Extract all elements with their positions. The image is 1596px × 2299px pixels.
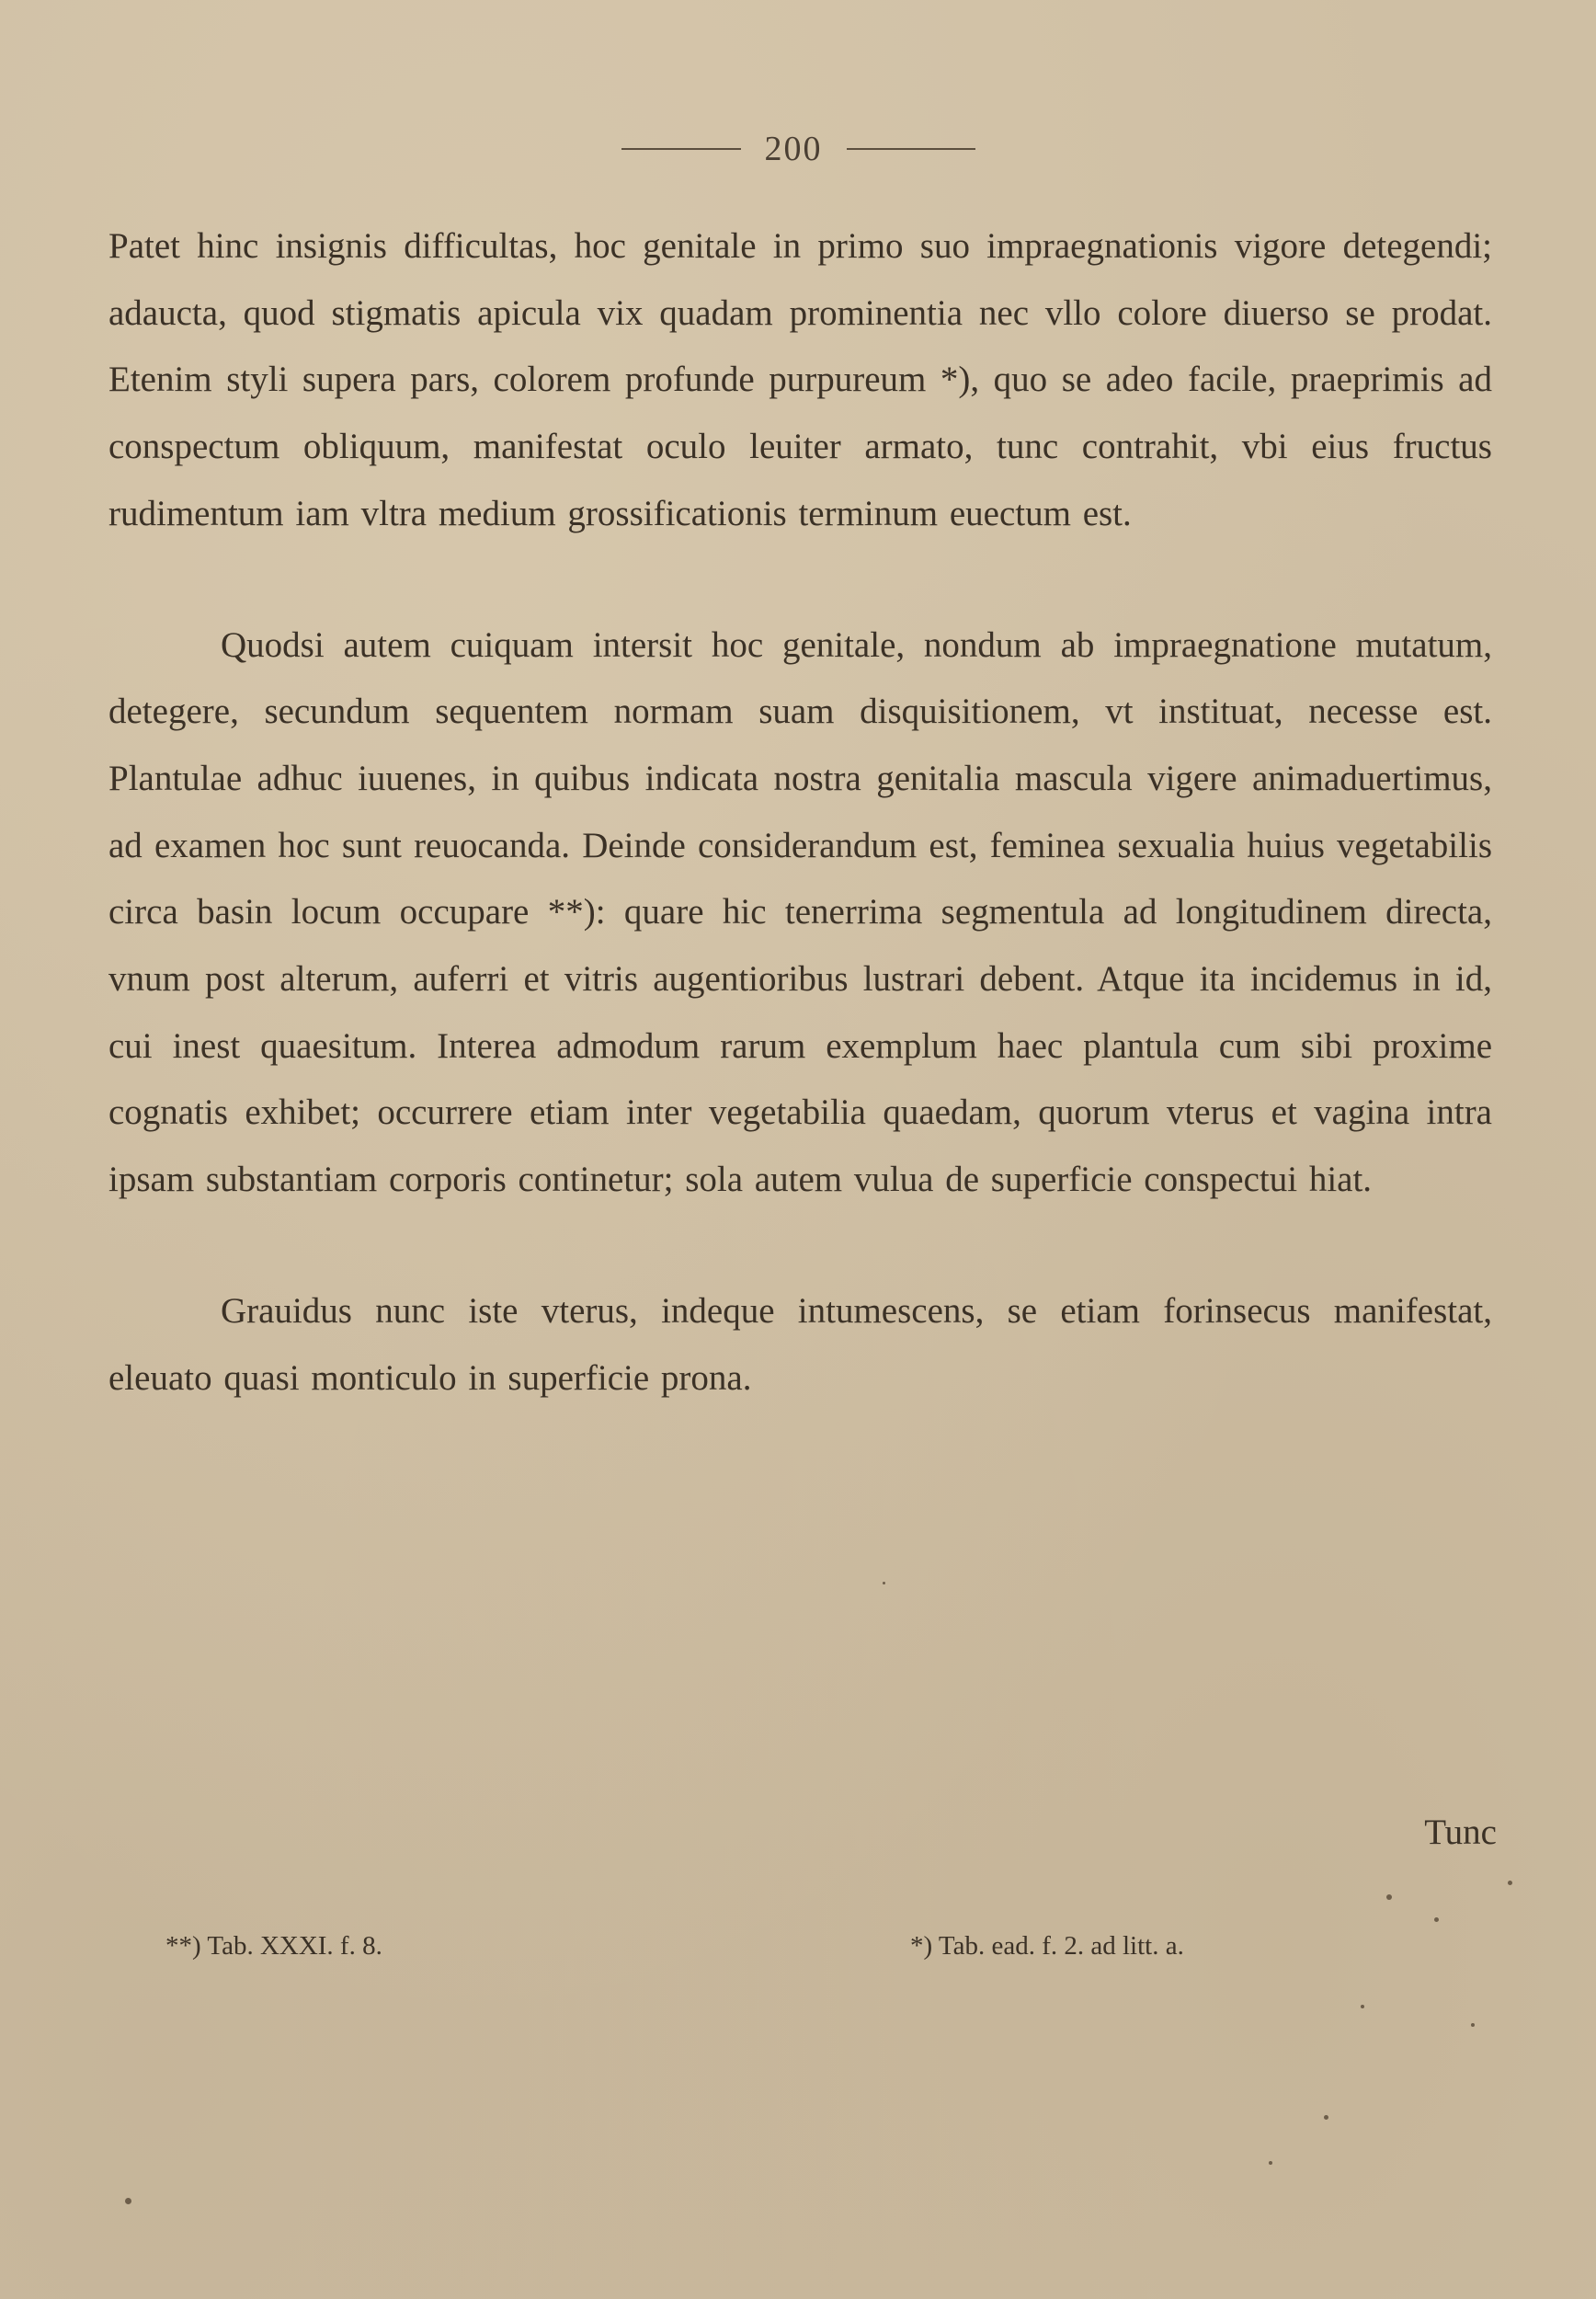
paper-speck <box>1386 1894 1392 1900</box>
paper-speck <box>1324 2115 1328 2120</box>
paragraph-1: Patet hinc insignis difficultas, hoc genitale in primo suo impraegnationis vigore detegendi; adaucta, quod stigmatis apicula vix quadam prominentia nec vllo colore diuerso se prodat. Etenim styli supera pars, colorem profunde purpureum *), quo se adeo facile, praeprimis ad conspectum obliquum, manifestat oculo leuiter armato, tunc contrahit, vbi eius fructus rudimentum iam vltra medium grossificationis terminum euectum est. <box>108 226 1492 533</box>
paragraph-3: Grauidus nunc iste vterus, indeque intumescens, se etiam forinsecus manifestat, eleuato quasi monticulo in superficie prona. <box>108 1290 1492 1398</box>
paper-speck <box>1471 2023 1475 2027</box>
paper-speck <box>883 1582 885 1584</box>
paper-speck <box>1434 1917 1439 1922</box>
body-text <box>108 213 1492 1412</box>
footnote-single-asterisk: *) Tab. ead. f. 2. ad litt. a. <box>910 1931 1184 1961</box>
page-number: 200 <box>764 130 823 168</box>
page-header <box>0 129 1596 169</box>
paper-speck <box>1508 1881 1512 1885</box>
paper-speck <box>125 2198 131 2204</box>
catchword: Tunc <box>1424 1813 1497 1852</box>
paper-speck <box>1361 2005 1364 2008</box>
header-rule-left <box>621 148 741 150</box>
header-rule-right <box>847 148 975 150</box>
paragraph-2: Quodsi autem cuiquam intersit hoc genitale, nondum ab impraegnatione mutatum, detegere, secundum sequentem normam suam disquisitionem, vt instituat, necesse est. Plantulae adhuc iuuenes, in quibus indicata nostra genitalia mascula vigere animaduertimus, ad examen hoc sunt reuocanda. Deinde considerandum est, feminea sexualia huius vegetabilis circa basin locum occupare **): quare hic tenerrima segmentula ad longitudinem directa, vnum post alterum, auferri et vitris augentioribus lustrari debent. Atque ita incidemus in id, cui inest quaesitum. Interea admodum rarum exemplum haec plantula cum sibi proxime cognatis exhibet; occurrere etiam inter vegetabilia quaedam, quorum vterus et vagina intra ipsam substantiam corporis continetur; sola autem vulua de superficie conspectui hiat. <box>108 624 1492 1200</box>
paper-speck <box>1269 2161 1272 2165</box>
footnote-double-asterisk: **) Tab. XXXI. f. 8. <box>165 1931 382 1961</box>
